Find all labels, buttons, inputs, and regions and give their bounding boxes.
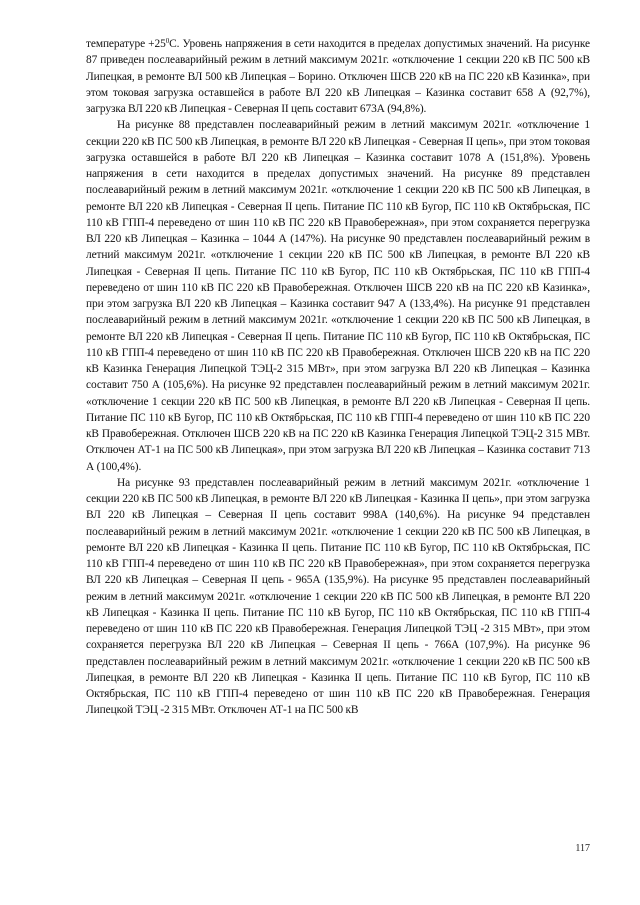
paragraph-1 — [86, 36, 590, 117]
page-number: 117 — [575, 843, 590, 854]
paragraph-2: На рисунке 88 представлен послеаварийный режим в летний максимум 2021г. «отключение 1 секции 220 кВ ПС 500 кВ Липецкая, в ремонте ВЛ 220 кВ Липецкая - Северная II цепь», при этом токовая загрузка оставшейся в работе ВЛ 220 кВ Липецкая – Казинка составит 1078 А (151,8%). Уровень напряжения в сети находится в пределах допустимых значений. На рисунке 89 представлен послеаварийный режим в летний максимум 2021г. «отключение 1 секции 220 кВ ПС 500 кВ Липецкая, в ремонте ВЛ 220 кВ Липецкая - Северная II цепь. Питание ПС 110 кВ Бугор, ПС 110 кВ Октябрьская, ПС 110 кВ ГПП-4 переведено от шин 110 кВ ПС 220 кВ Правобережная», при этом сохраняется перегрузка ВЛ 220 кВ Липецкая – Казинка – 1044 А (147%). На рисунке 90 представлен послеаварийный режим в летний максимум 2021г. «отключение 1 секции 220 кВ ПС 500 кВ Липецкая, в ремонте ВЛ 220 кВ Липецкая - Северная II цепь. Питание ПС 110 кВ Бугор, ПС 110 кВ Октябрьская, ПС 110 кВ ГПП-4 переведено от шин 110 кВ ПС 220 кВ Правобережная. Отключен ШСВ 220 кВ на ПС 220 кВ Казинка», при этом загрузка ВЛ 220 кВ Липецкая – Казинка составит 947 А (133,4%). На рисунке 91 представлен послеаварийный режим в летний максимум 2021г. «отключение 1 секции 220 кВ ПС 500 кВ Липецкая, в ремонте ВЛ 220 кВ Липецкая - Северная II цепь. Питание ПС 110 кВ Бугор, ПС 110 кВ Октябрьская, ПС 110 кВ ГПП-4 переведено от шин 110 кВ ПС 220 кВ Правобережная. Отключен ШСВ 220 кВ на ПС 220 кВ Казинка Генерация Липецкой ТЭЦ-2 315 МВт», при этом загрузка ВЛ 220 кВ Липецкая – Казинка составит 750 А (105,6%). На рисунке 92 представлен послеаварийный режим в летний максимум 2021г. «отключение 1 секции 220 кВ ПС 500 кВ Липецкая, в ремонте ВЛ 220 кВ Липецкая - Северная II цепь. Питание ПС 110 кВ Бугор, ПС 110 кВ Октябрьская, ПС 110 кВ ГПП-4 переведено от шин 110 кВ ПС 220 кВ Правобережная. Отключен ШСВ 220 кВ на ПС 220 кВ Казинка Генерация Липецкой ТЭЦ-2 315 МВт. Отключен АТ-1 на ПС 500 кВ Липецкая», при этом загрузка ВЛ 220 кВ Липецкая – Казинка составит 713 А (100,4%). — [86, 119, 590, 473]
degree-superscript: 0 — [165, 37, 170, 45]
paragraph-3: На рисунке 93 представлен послеаварийный режим в летний максимум 2021г. «отключение 1 секции 220 кВ ПС 500 кВ Липецкая, в ремонте ВЛ 220 кВ Липецкая - Казинка II цепь», при этом загрузка ВЛ 220 кВ Липецкая – Северная II цепь составит 998А (140,6%). На рисунке 94 представлен послеаварийный режим в летний максимум 2021г. «отключение 1 секции 220 кВ ПС 500 кВ Липецкая, в ремонте ВЛ 220 кВ Липецкая - Казинка II цепь. Питание ПС 110 кВ Бугор, ПС 110 кВ Октябрьская, ПС 110 кВ ГПП-4 переведено от шин 110 кВ ПС 220 кВ Правобережная», при этом сохраняется перегрузка ВЛ 220 кВ Липецкая – Северная II цепь - 965А (135,9%). На рисунке 95 представлен послеаварийный режим в летний максимум 2021г. «отключение 1 секции 220 кВ ПС 500 кВ Липецкая, в ремонте ВЛ 220 кВ Липецкая - Казинка II цепь. Питание ПС 110 кВ Бугор, ПС 110 кВ Октябрьская, ПС 110 кВ ГПП-4 переведено от шин 110 кВ ПС 220 кВ Правобережная. Генерация Липецкой ТЭЦ -2 315 МВт», при этом сохраняется перегрузка ВЛ 220 кВ Липецкая – Северная II цепь - 766А (107,9%). На рисунке 96 представлен послеаварийный режим в летний максимум 2021г. «отключение 1 секции 220 кВ ПС 500 кВ Липецкая, в ремонте ВЛ 220 кВ Липецкая - Казинка II цепь. Питание ПС 110 кВ Бугор, ПС 110 кВ Октябрьская, ПС 110 кВ ГПП-4 переведено от шин 110 кВ ПС 220 кВ Правобережная. Генерация Липецкой ТЭЦ -2 315 МВт. Отключен АТ-1 на ПС 500 кВ — [86, 476, 590, 717]
document-page — [86, 36, 590, 719]
paragraph-1-start: температуре +25 — [86, 38, 166, 50]
paragraph-1-rest: С. Уровень напряжения в сети находится в пределах допустимых значений. На рисунке 87 приведен послеаварийный режим в летний максимум 2021г. «отключение 1 секции 220 кВ ПС 500 кВ Липецкая, в ремонте ВЛ 500 кВ Липецкая – Борино. Отключен ШСВ 220 кВ на ПС 220 кВ Казинка», при этом токовая загрузка оставшейся в работе ВЛ 220 кВ Липецкая – Казинка составит 658 А (92,7%), загрузка ВЛ 220 кВ Липецкая - Северная II цепь составит 673А (94,8%). — [86, 38, 590, 115]
